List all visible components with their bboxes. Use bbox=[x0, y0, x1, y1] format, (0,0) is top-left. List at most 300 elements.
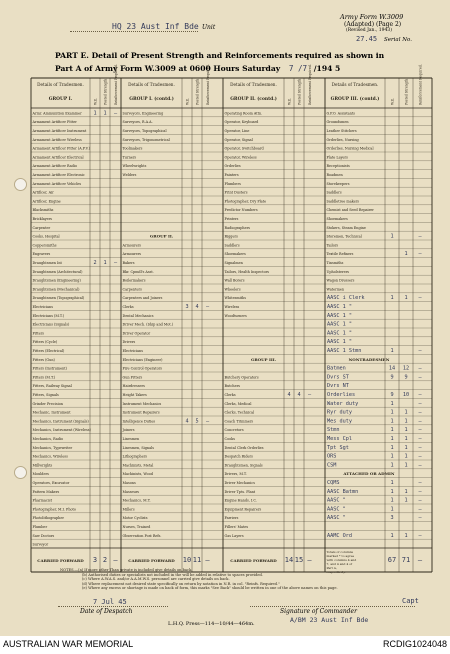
trade-label: Leather Stitchers bbox=[326, 129, 357, 133]
trade-label: Armament Artificer Electrical bbox=[32, 155, 84, 160]
trade-label: Armament Artificer Fitter (A.F.V.) bbox=[32, 146, 90, 151]
return-year: /194 5 bbox=[313, 64, 341, 73]
handwritten-trade: CQMS bbox=[327, 480, 340, 486]
trade-label: Operator, Line bbox=[224, 129, 250, 133]
carried-forward-value: — bbox=[307, 556, 312, 564]
trade-label: Plumber bbox=[32, 525, 48, 529]
trade-label: Bakers bbox=[122, 261, 135, 265]
column-header-group: GROUP I. (contd.) bbox=[129, 97, 174, 102]
note-line: (b) Authorised duties or specialists not included in the will be added in relative to spaces provided. bbox=[82, 572, 263, 577]
strength-value: 1 bbox=[103, 260, 107, 266]
strength-value: 1 bbox=[390, 488, 394, 495]
trade-label: Riggers bbox=[224, 234, 238, 239]
carried-forward-value: — bbox=[417, 556, 423, 564]
handwritten-trade: AASC Batmn bbox=[327, 488, 359, 495]
strength-value: 1 bbox=[404, 427, 408, 434]
totals-note: respectively. bbox=[326, 570, 346, 574]
trade-label: Draughtsmen (Engineering) bbox=[32, 278, 81, 283]
trade-label: Surveyors, Engineering bbox=[122, 111, 164, 116]
strength-value: — bbox=[418, 488, 422, 495]
sub-header: Posted Strength. bbox=[297, 77, 302, 105]
strength-value: — bbox=[418, 497, 422, 504]
trade-label: Wheelers bbox=[224, 287, 241, 292]
strength-value: 1 bbox=[404, 418, 408, 425]
trade-label: Armament Artificer Fitter bbox=[32, 120, 77, 125]
handwritten-trade: AASC i Clerk bbox=[327, 295, 365, 302]
trade-label: Predictor Numbers bbox=[224, 208, 258, 213]
trade-label: Armament Artificer Wireless bbox=[32, 137, 82, 142]
trade-label: Coach Trimmers bbox=[224, 419, 254, 424]
trade-label: Watermen bbox=[326, 287, 345, 292]
trade-label: Storemen, Technical bbox=[326, 234, 362, 239]
trade-label: Fitters (Electrical) bbox=[32, 349, 65, 353]
strength-value: — bbox=[418, 365, 422, 372]
trade-label: Orderlies bbox=[224, 164, 241, 169]
trade-label: Height Takers bbox=[122, 393, 147, 397]
strength-value: 1 bbox=[390, 233, 394, 240]
trade-label: Machinists, Wood bbox=[122, 472, 153, 477]
trade-label: Whitesmiths bbox=[224, 296, 246, 301]
trade-label: Draughtsmen Int bbox=[32, 261, 62, 265]
trade-label: Despatch Riders bbox=[224, 454, 253, 459]
trade-label: Linesmen, Signals bbox=[122, 445, 154, 450]
totals-note: marked * to agree bbox=[326, 554, 355, 558]
handwritten-trade: AASC 1 " bbox=[327, 321, 352, 328]
trade-label: Millers bbox=[122, 507, 135, 512]
trade-label: Gun Fitters bbox=[122, 375, 143, 380]
trade-label: Armourers bbox=[122, 243, 141, 248]
strength-value: — bbox=[418, 453, 422, 460]
strength-value: 1 bbox=[404, 436, 408, 442]
trade-label: Upholsterers bbox=[326, 269, 349, 274]
trade-label: Welders bbox=[122, 173, 137, 177]
trade-label: Wireless bbox=[224, 305, 240, 309]
trade-label: Photographer, Dry Plate bbox=[224, 199, 267, 204]
trade-label: Photolithographer bbox=[32, 516, 64, 521]
strength-value: 1 bbox=[404, 453, 408, 460]
strength-value: 1 bbox=[390, 409, 394, 416]
strength-value: 1 bbox=[390, 427, 394, 434]
trade-label: Surveyor bbox=[32, 542, 49, 547]
trade-label: Electricians (M.T.) bbox=[32, 313, 65, 318]
trade-label: Clerks, Medical bbox=[224, 401, 252, 406]
strength-value: 1 bbox=[390, 418, 394, 425]
strength-value: 4 bbox=[297, 392, 301, 398]
trade-label: Fitters (M.T.) bbox=[32, 375, 56, 380]
column-header-group: GROUP I. bbox=[48, 97, 73, 102]
strength-value: — bbox=[418, 532, 422, 539]
trade-label: Concretors bbox=[224, 428, 244, 433]
strength-value: 1 bbox=[390, 506, 394, 513]
sub-header: W.E. bbox=[287, 97, 292, 105]
commander-unit: A/BM 23 Aust Inf Bde bbox=[290, 616, 369, 624]
trade-label: Photographer, M.I. Photo bbox=[32, 507, 76, 512]
trade-label: Orderlies, Nursing Medical bbox=[326, 146, 374, 151]
strength-value: 3 bbox=[390, 515, 394, 522]
group-heading: GROUP III. bbox=[250, 356, 277, 362]
trade-label: Fitters (Cycle) bbox=[32, 340, 58, 345]
trade-label: Mechanics, Instrument (Signals) bbox=[32, 419, 89, 424]
handwritten-trade: AASC 1 " bbox=[327, 330, 352, 337]
strength-value: — bbox=[307, 392, 312, 398]
trade-label: G.P.O. Assistants bbox=[326, 111, 355, 116]
trade-label: Operating Room Attn. bbox=[224, 111, 263, 116]
note-line: (e) Where any excess or shortage is made on back of form, this marks "See Back" should be written in one of the above names on this page. bbox=[82, 586, 338, 591]
strength-value: 14 bbox=[388, 365, 396, 372]
trade-label: Saddlers bbox=[326, 190, 342, 195]
army-form-adapted: (Adapted) (Page 2) bbox=[344, 21, 402, 28]
trade-label: Mechanics, Instrument (Wireless) bbox=[32, 428, 91, 433]
trade-label: Stokers, Steam Engine bbox=[326, 225, 366, 230]
strength-value: 9 bbox=[390, 374, 394, 381]
print-imprint: L.H.Q. Press—114—10/44—464m. bbox=[168, 621, 255, 627]
trade-label: Saw Doctors bbox=[32, 533, 55, 538]
trade-label: Operator, Signal bbox=[224, 137, 253, 142]
trade-label: Masons bbox=[122, 481, 136, 485]
trade-label: Blacksmiths bbox=[32, 208, 54, 213]
carried-forward-value: 10 bbox=[182, 556, 192, 564]
trade-label: Operator, Wireless bbox=[224, 155, 257, 160]
trade-label: Shoemakers bbox=[224, 252, 246, 257]
trade-label: Armament Artificer Electronic bbox=[32, 173, 85, 177]
trade-label: Butchers bbox=[224, 384, 240, 389]
strength-value: 10 bbox=[402, 392, 410, 398]
group-heading: ATTACHED OR ADMIN bbox=[343, 471, 395, 477]
trade-label: Operators, Excavator bbox=[32, 481, 70, 485]
army-form-number: Army Form W.3009 bbox=[340, 13, 404, 21]
trade-label: Bricklayers bbox=[32, 217, 53, 221]
trade-label: Carpenters and Joiners bbox=[122, 296, 163, 301]
strength-value: 1 bbox=[390, 453, 394, 460]
trade-label: Boilermakers bbox=[122, 278, 146, 283]
trade-label: Engine Hands, I.C. bbox=[224, 498, 257, 503]
strength-value: 1 bbox=[404, 295, 408, 302]
strength-value: 1 bbox=[390, 497, 394, 504]
handwritten-trade: Orderlies bbox=[327, 392, 356, 398]
strength-value: 1 bbox=[93, 110, 97, 117]
strength-value: — bbox=[418, 462, 422, 469]
group-heading: NONTRADESMEN bbox=[348, 356, 390, 362]
handwritten-trade: CSM bbox=[327, 462, 337, 469]
trade-label: Surveyors, Trigonometrical bbox=[122, 137, 170, 142]
handwritten-trade: AAMC Ord bbox=[327, 532, 352, 539]
carried-forward-label: CARRIED FORWARD bbox=[230, 558, 277, 563]
handwritten-trade: AASC 1 " bbox=[327, 312, 352, 319]
strength-value: 9 bbox=[404, 374, 408, 381]
strength-value: — bbox=[418, 400, 422, 407]
carried-forward-value: 67 bbox=[387, 556, 397, 564]
column-header-detail: Details of Tradesmen. bbox=[37, 82, 84, 87]
trade-label: Masseurs bbox=[122, 489, 140, 494]
handwritten-trade: AASC 1 Stmn bbox=[327, 348, 362, 354]
sub-header: Posted Strength. bbox=[103, 77, 108, 105]
strength-value: 4 bbox=[287, 392, 291, 398]
archive-reference: RCDIG1024048 bbox=[382, 639, 447, 649]
trade-label: Groundsmen bbox=[326, 120, 349, 125]
trade-label: Moulders bbox=[32, 472, 49, 477]
carried-forward-value: — bbox=[205, 556, 210, 564]
strength-value: — bbox=[205, 418, 210, 425]
trade-label: Mechanic, Instrument bbox=[32, 410, 71, 415]
trade-label: Butchery Operators bbox=[224, 375, 259, 380]
trade-label: Cooks, Hospital bbox=[32, 234, 60, 239]
handwritten-trade: AASC 1 " bbox=[327, 339, 352, 346]
sub-header: Reinforcement Required. bbox=[418, 64, 423, 105]
strength-value: — bbox=[418, 418, 422, 425]
trade-label: Draughtsmen (Architectural) bbox=[32, 269, 83, 274]
handwritten-trade: AASC " bbox=[327, 506, 346, 513]
trade-label: Chemist and Seed Repairer bbox=[326, 208, 374, 213]
strength-value: 1 bbox=[390, 462, 394, 469]
trade-label: Fire Control Operators bbox=[122, 366, 163, 371]
handwritten-trade: AASC 1 " bbox=[327, 304, 352, 310]
trade-label: Driver Operator bbox=[122, 331, 151, 336]
trade-label: Surveyors, Topographical bbox=[122, 129, 167, 133]
trade-label: Tailors bbox=[326, 243, 339, 248]
strength-value: 1 bbox=[404, 462, 408, 469]
trade-label: Tailors, Health Inspectors bbox=[224, 269, 270, 274]
trade-label: Saddletree makers bbox=[326, 199, 360, 204]
strength-value: — bbox=[205, 304, 210, 310]
trade-label: Electricians (Engineer) bbox=[122, 357, 163, 362]
trade-label: Bkr. Cpmdl's Asst. bbox=[122, 269, 154, 274]
strength-value: 9 bbox=[390, 392, 394, 398]
despatch-date: 7 Jul 45 bbox=[93, 598, 127, 606]
strength-value: — bbox=[418, 392, 422, 398]
trade-label: Artificer, Air bbox=[32, 190, 54, 195]
trade-label: Fitters, Signals bbox=[32, 393, 59, 397]
handwritten-trade: Dvrs ST bbox=[327, 374, 349, 381]
handwritten-trade: Water duty bbox=[327, 400, 359, 407]
strength-value: 1 bbox=[390, 532, 394, 539]
trade-label: Clerks bbox=[224, 393, 236, 397]
week-number: 27.45 bbox=[356, 35, 378, 43]
carried-forward-value: 71 bbox=[401, 556, 411, 564]
strength-value: — bbox=[418, 251, 422, 258]
strength-value: 1 bbox=[390, 444, 394, 451]
trade-label: Machinists, Metal bbox=[122, 463, 154, 468]
carried-forward-value: 3 bbox=[92, 556, 98, 564]
trade-label: Clerks, Technical bbox=[224, 410, 255, 415]
handwritten-trade: AASC " bbox=[327, 515, 346, 522]
column-header-detail: Details of Tradesmen. bbox=[230, 82, 277, 87]
trade-label: Painters bbox=[224, 173, 239, 177]
note-line: NOTES.—(a) If more other Than private is included give details on back. bbox=[60, 568, 193, 572]
strength-value: 1 bbox=[390, 348, 394, 354]
trade-label: Fitters (Instrument) bbox=[32, 366, 67, 371]
strength-value: 1 bbox=[404, 532, 408, 539]
archive-footer bbox=[0, 636, 450, 654]
unit-label: Unit bbox=[202, 24, 216, 31]
strength-value: 1 bbox=[404, 497, 408, 504]
strength-value: 4 bbox=[195, 304, 199, 310]
strength-value: 2 bbox=[93, 260, 97, 266]
trade-label: Mechanics, Radio bbox=[32, 437, 64, 441]
strength-value: 5 bbox=[195, 418, 199, 425]
strength-value: 1 bbox=[404, 444, 408, 451]
trade-label: Printers bbox=[224, 217, 239, 221]
trade-label: Storekeepers bbox=[326, 181, 350, 186]
army-form-revised: (Revised Jan., 1943) bbox=[346, 28, 392, 33]
despatch-date-label: Date of Despatch bbox=[80, 608, 133, 615]
column-header-detail: Details of Tradesmen. bbox=[331, 82, 379, 87]
trade-label: Woodturners bbox=[224, 313, 247, 318]
trade-label: Driver Tpts. Plant bbox=[224, 489, 256, 494]
trade-label: Farriers bbox=[224, 516, 239, 521]
trade-label: Turners bbox=[122, 155, 137, 160]
trade-label: Mechanics, Typewriter bbox=[32, 445, 73, 450]
trade-label: Shoemakers bbox=[326, 217, 348, 221]
trade-label: Plumbers bbox=[224, 181, 241, 186]
trade-label: Electricians (Signals) bbox=[32, 322, 70, 327]
strength-value: 1 bbox=[390, 480, 394, 486]
trade-label: Draughtsmen (Mechanical) bbox=[32, 287, 80, 292]
trade-label: Radiographers bbox=[224, 225, 250, 230]
handwritten-trade: Batmen bbox=[327, 365, 346, 372]
trade-label: Tinsmiths bbox=[326, 261, 344, 265]
strength-value: — bbox=[418, 427, 422, 434]
strength-value: — bbox=[418, 374, 422, 381]
trade-label: Hairdressers bbox=[122, 384, 145, 389]
commander-label: Signature of Commander bbox=[280, 608, 357, 615]
totals-note: 7, and 4 and 4 of bbox=[326, 562, 353, 566]
totals-note: Totals of columns bbox=[326, 550, 354, 554]
group-heading: GROUP II. bbox=[149, 233, 174, 239]
trade-label: Receptionists bbox=[326, 164, 350, 169]
handwritten-trade: Dvrs NT bbox=[327, 383, 349, 390]
trade-label: Armament Artificer Instrument bbox=[32, 129, 87, 133]
trade-label: Plate Layers bbox=[326, 155, 348, 160]
commander-signature-line bbox=[250, 606, 415, 607]
strength-value: — bbox=[418, 348, 422, 354]
sub-header: Reinforcement Required. bbox=[205, 64, 210, 105]
trade-label: Wheelwrights bbox=[122, 164, 147, 169]
strength-value: 1 bbox=[390, 400, 394, 407]
trade-label: Clerks bbox=[122, 305, 134, 309]
trade-label: Grinder Precision bbox=[32, 401, 63, 406]
strength-value: 12 bbox=[402, 365, 410, 372]
trade-label: Dental Clerk Orderlies bbox=[224, 445, 264, 450]
strength-value: — bbox=[418, 480, 422, 486]
trade-label: Carpenters bbox=[122, 287, 142, 292]
trade-label: Drivers, M.T. bbox=[224, 472, 247, 477]
part-e-title-prefix: Part A of Army Form W.3009 at 0600 Hours Saturday bbox=[55, 64, 281, 73]
carried-forward-value: 11 bbox=[192, 556, 202, 564]
strength-value: 1 bbox=[390, 436, 394, 442]
strength-value: 1 bbox=[404, 488, 408, 495]
trade-label: Nurses, Trained bbox=[122, 525, 151, 529]
trade-label: Armament Artificer Radio bbox=[32, 164, 77, 169]
trade-label: Coppersmiths bbox=[32, 243, 57, 248]
strength-value: — bbox=[418, 515, 422, 522]
handwritten-trade: ORS bbox=[327, 453, 337, 460]
trade-label: Saddlers bbox=[224, 243, 240, 248]
strength-value: — bbox=[418, 409, 422, 416]
trade-label: Fitters (Gun) bbox=[32, 357, 55, 362]
notes-block bbox=[60, 568, 430, 591]
trade-label: Fitters bbox=[32, 331, 45, 336]
trade-label: Gas Layers bbox=[224, 533, 244, 538]
trade-label: Pattern Makers bbox=[32, 489, 60, 494]
sub-header: Reinforcement Required. bbox=[307, 64, 312, 105]
trade-label: Orderlies, Nursing bbox=[326, 137, 359, 142]
trade-label: Electricians bbox=[32, 305, 53, 309]
return-date: 7 /7 bbox=[288, 64, 308, 73]
trade-label: Electricians bbox=[122, 349, 143, 353]
trade-label: Toolmakers bbox=[122, 146, 143, 151]
trade-label: Armament Artificer Vehicles bbox=[32, 181, 82, 186]
trade-label: Armourers bbox=[122, 252, 141, 257]
part-e-title: PART E. Detail of Present Strength and Reinforcements required as shown in bbox=[55, 51, 385, 60]
unit-name: HQ 23 Aust Inf Bde bbox=[112, 22, 199, 31]
strength-value: — bbox=[418, 295, 422, 302]
totals-note: Part A, bbox=[326, 566, 337, 570]
trade-label: Wall Borers bbox=[224, 278, 245, 283]
trade-label: Armr. Ammunition Examiner bbox=[32, 111, 82, 116]
strength-value: 1 bbox=[404, 251, 408, 258]
trade-label: Linesmen bbox=[122, 437, 140, 441]
handwritten-trade: Ryr duty bbox=[327, 409, 352, 416]
trade-label: Motor Cyclists bbox=[122, 516, 148, 521]
strength-value: 3 bbox=[185, 304, 189, 310]
trade-label: Drivers bbox=[122, 340, 136, 345]
note-line: (c) Where A.W.A.S. and/or A.A.M.W.S. personnel are carried give details on back. bbox=[82, 577, 230, 582]
carried-forward-value: 14 bbox=[284, 556, 294, 564]
strength-value: — bbox=[113, 260, 118, 266]
sub-header: Posted Strength. bbox=[404, 77, 409, 105]
trade-label: Mechanics, Wireless bbox=[32, 454, 68, 459]
trade-label: Instrument Repairers bbox=[122, 410, 160, 415]
trade-label: Textile Refiners bbox=[326, 252, 354, 257]
trade-label: Instrument Mechanics bbox=[122, 401, 162, 406]
strength-value: — bbox=[113, 110, 118, 117]
note-line: (d) Where replacement not desired state specifically on return by notation in N.R. in col. "Reinfs. Required." bbox=[82, 581, 280, 586]
trade-label: Observation Post Refs. bbox=[122, 533, 162, 538]
handwritten-trade: Tpt Sgt bbox=[327, 444, 349, 451]
carried-forward-label: CARRIED FORWARD bbox=[37, 558, 84, 563]
trade-label: Engravers bbox=[32, 252, 51, 257]
trade-label: Wagon Dressers bbox=[326, 278, 355, 283]
trade-label: Joiners bbox=[122, 428, 135, 433]
handwritten-trade: Mes duty bbox=[327, 418, 352, 425]
trade-label: Draughtsmen, Signals bbox=[224, 463, 263, 468]
trade-label: Fitters, Railway Signal bbox=[32, 384, 72, 389]
carried-forward-label: CARRIED FORWARD bbox=[128, 558, 175, 563]
column-header-group: GROUP II. (contd.) bbox=[230, 97, 277, 102]
trade-label: Surveyors, R.A.A. bbox=[122, 120, 153, 125]
carried-forward-value: 15 bbox=[294, 556, 304, 564]
strength-value: 4 bbox=[185, 418, 189, 425]
trade-label: Millwrights bbox=[32, 463, 53, 468]
carried-forward-value: — bbox=[113, 556, 118, 564]
trade-label: Carpenter bbox=[32, 225, 51, 230]
trade-label: Operator, Switchboard bbox=[224, 146, 264, 151]
carried-forward-value: 2 bbox=[102, 556, 108, 564]
trade-label: Pharmacist bbox=[32, 498, 52, 503]
column-header-detail: Details of Tradesmen. bbox=[128, 82, 175, 87]
sub-header: Reinforcement Required. bbox=[113, 64, 118, 105]
trade-label: Driver Mech. (Ship and Mot.) bbox=[122, 322, 174, 327]
strength-value: 1 bbox=[390, 295, 394, 302]
despatch-date-line bbox=[58, 606, 168, 607]
trade-label: Cooks bbox=[224, 437, 235, 441]
strength-value: 1 bbox=[103, 110, 107, 117]
column-header-group: GROUP III. (contd.) bbox=[330, 97, 380, 102]
handwritten-trade: Mess Cpl bbox=[327, 436, 352, 442]
handwritten-trade: AASC " bbox=[327, 497, 346, 504]
trade-label: Signalmen bbox=[224, 261, 243, 265]
strength-value: 1 bbox=[404, 409, 408, 416]
